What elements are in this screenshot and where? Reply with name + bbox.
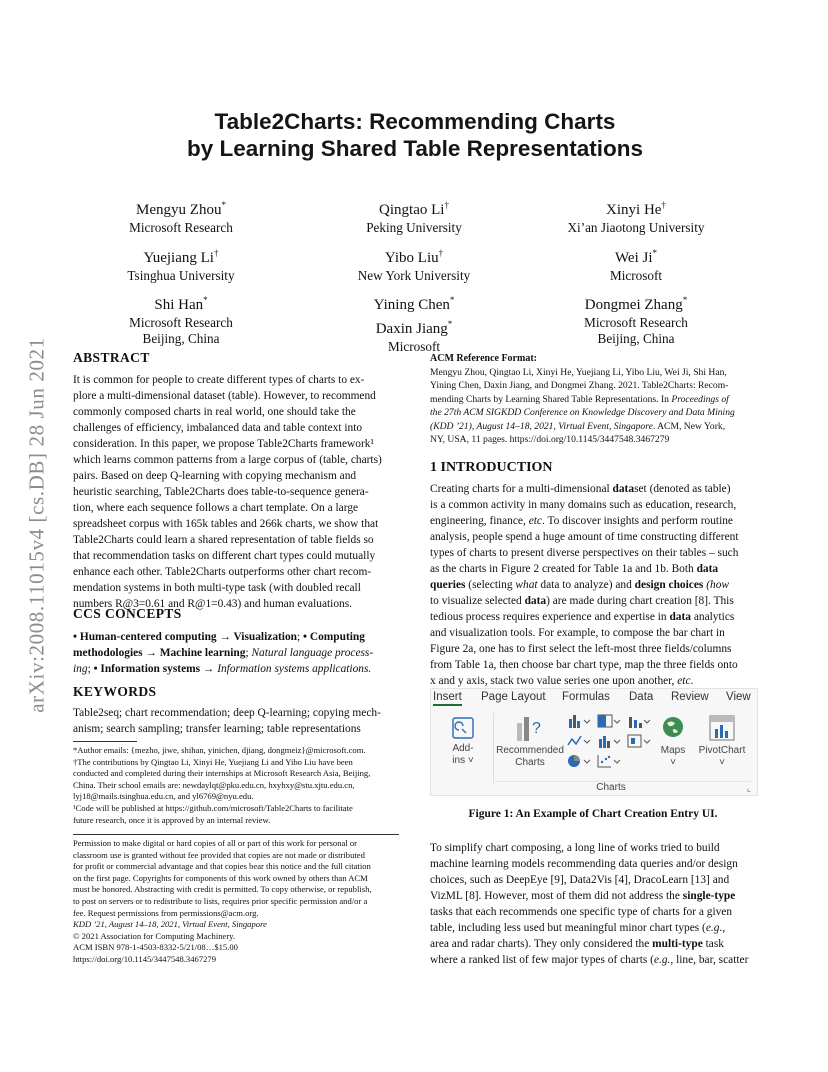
author-affiliation: Tsinghua University bbox=[127, 268, 235, 283]
author-affiliation: Xi’an Jiaotong University bbox=[567, 220, 705, 235]
pivotchart-button[interactable]: PivotChart ˅ bbox=[693, 713, 751, 777]
abstract-section bbox=[73, 349, 399, 612]
intro-line: queries (selecting what data to analyze) and design choices (how bbox=[430, 579, 729, 591]
author-name: Yibo Liu† bbox=[384, 248, 444, 266]
abstract-line: It is common for people to create different types of charts to ex- bbox=[73, 374, 365, 386]
author-name: Mengyu Zhou* bbox=[136, 200, 226, 218]
pie-chart-icon[interactable] bbox=[567, 753, 591, 769]
permission-rule bbox=[73, 834, 399, 835]
keywords-line: Table2seq; chart recommendation; deep Q-learning; copying mech- bbox=[73, 707, 381, 719]
author bbox=[521, 291, 751, 347]
author bbox=[299, 196, 529, 236]
ccs-body bbox=[73, 629, 399, 677]
charts-group-label: Charts bbox=[596, 782, 626, 793]
addins-label: Add- ins ˅ bbox=[452, 743, 474, 766]
keywords-heading: KEYWORDS bbox=[73, 684, 157, 699]
dialog-launcher-icon[interactable]: ⌞ bbox=[746, 783, 751, 793]
author bbox=[66, 244, 296, 284]
keywords-section bbox=[73, 683, 399, 737]
abstract-line: pairs. Based on deep Q-learning with copying mechanism and bbox=[73, 470, 357, 482]
intro-line: to visualize selected data) are made during chart creation [8]. This bbox=[430, 595, 734, 607]
abstract-line: commonly composed charts in real world, one should take the bbox=[73, 406, 356, 418]
author-name: Yuejiang Li† bbox=[143, 248, 219, 266]
intro-p2-line: To simplify chart composing, a long line of works tried to build bbox=[430, 842, 720, 854]
footnote-line: conducted and completed during their internships at Microsoft Research Asia, Beijing, bbox=[73, 768, 371, 779]
abstract-line: which learns common patterns from a large corpus of (table, charts) bbox=[73, 454, 382, 466]
author bbox=[66, 196, 296, 236]
author-affiliation: Peking University bbox=[366, 220, 462, 235]
abstract-line: mendation systems in both multi-type task (with doubled recall bbox=[73, 582, 361, 594]
keywords-line: anism; search sampling; transfer learning; table representations bbox=[73, 723, 361, 735]
maps-button[interactable]: Maps ˅ bbox=[653, 713, 693, 777]
ccs-heading: CCS CONCEPTS bbox=[73, 606, 182, 621]
intro-line: types of charts to present diverse perspectives on their tables – such bbox=[430, 547, 739, 559]
permission-line: KDD ’21, August 14–18, 2021, Virtual Event, Singapore bbox=[73, 919, 267, 930]
statistic-chart-icon[interactable] bbox=[627, 713, 651, 729]
footnotes bbox=[73, 745, 399, 826]
pivotchart-icon bbox=[709, 715, 735, 741]
author-name: Shi Han* bbox=[154, 295, 208, 313]
waterfall-chart-icon[interactable] bbox=[627, 733, 651, 749]
permission-line: https://doi.org/10.1145/3447548.3467279 bbox=[73, 953, 216, 964]
addins-button[interactable] bbox=[437, 713, 489, 777]
author-name: Wei Ji* bbox=[614, 248, 658, 266]
intro-line: is a common activity in many domains such as education, research, bbox=[430, 499, 737, 511]
hierarchy-chart-icon[interactable] bbox=[597, 713, 621, 729]
intro-p2-line: VizML [8]. However, most of them did not address the single-type bbox=[430, 890, 736, 902]
permission-line: © 2021 Association for Computing Machinery. bbox=[73, 930, 236, 941]
permission-line: classroom use is granted without fee provided that copies are not made or distributed bbox=[73, 849, 365, 860]
author-affiliation: Microsoft Research bbox=[129, 315, 233, 330]
intro-line: as the charts in Figure 2 created for Table 1a and 1b. Both data bbox=[430, 563, 719, 575]
tab-insert[interactable]: Insert bbox=[433, 691, 462, 706]
ribbon-divider bbox=[493, 713, 494, 785]
permission-line: Permission to make digital or hard copies of all or part of this work for personal or bbox=[73, 838, 358, 848]
intro-body bbox=[430, 481, 756, 689]
footnote-line: ¹Code will be published at https://github.com/microsoft/Table2Charts to facilitate bbox=[73, 802, 353, 813]
recommended-charts-icon bbox=[515, 715, 545, 743]
author-affiliation: Microsoft bbox=[387, 339, 440, 354]
author-affiliation: Microsoft Research bbox=[129, 220, 233, 235]
abstract-line: heuristic searching, Table2Charts does table-to-sequence genera- bbox=[73, 486, 369, 498]
recommended-charts-button[interactable]: ? Recommended Charts bbox=[495, 713, 565, 777]
title-line-1: Table2Charts: Recommending Charts bbox=[214, 109, 616, 134]
author-name: Qingtao Li† bbox=[379, 200, 449, 218]
title-line-2: by Learning Shared Table Representations bbox=[187, 136, 643, 161]
intro-line: analysis, people spend a huge amount of time constructing different bbox=[430, 531, 739, 543]
permission-line: must be honored. Abstracting with credit is permitted. To copy otherwise, or republish, bbox=[73, 884, 372, 895]
footnote-line: *Author emails: {mezho, jiwe, shihan, yinichen, djiang, dongmeiz}@microsoft.com. bbox=[73, 745, 366, 755]
intro-heading: 1 INTRODUCTION bbox=[430, 460, 553, 475]
abstract-line: plore a multi-dimensional dataset (table). However, to recommend bbox=[73, 390, 376, 402]
permission-line: on the first page. Copyrights for components of this work owned by others than ACM bbox=[73, 872, 368, 883]
pivot-chevron-icon: ˅ bbox=[719, 757, 725, 768]
intro-line: tedious process requires experience and expertise in data analytics bbox=[430, 611, 735, 623]
abstract-line: spreadsheet corpus with 165k tables and 266k charts, we show that bbox=[73, 518, 379, 530]
intro-line: from Table 1a, then choose bar chart type, map the three fields onto bbox=[430, 659, 738, 671]
intro-p2-line: machine learning models recommending data queries and/or design bbox=[430, 858, 738, 870]
intro-line: Figure 2a, one has to first select the left-most three fields/columns bbox=[430, 643, 732, 655]
keywords-body bbox=[73, 705, 399, 737]
intro-p2-line: tasks that each recommends one specific type of charts for a given bbox=[430, 906, 733, 918]
figure-1-caption: Figure 1: An Example of Chart Creation Entry UI. bbox=[468, 808, 718, 820]
author bbox=[521, 196, 751, 236]
author-name: Xinyi He† bbox=[606, 200, 666, 218]
footnote-line: China. Their school emails are: newdaylqt@pku.edu.cn, hxyhxy@stu.xjtu.edu.cn, bbox=[73, 779, 355, 790]
intro-line: Creating charts for a multi-dimensional dataset (denoted as table) bbox=[430, 483, 731, 495]
ccs-line-1: • Human-centered computing → Visualization; • Computing bbox=[73, 631, 365, 643]
tab-view[interactable]: View bbox=[726, 691, 751, 703]
intro-p2-line: table, including less used but meaningful minor chart types (e.g., bbox=[430, 922, 726, 934]
footnote-line: lyj18@mails.tsinghua.edu.cn, and yl6769@nyu.edu. bbox=[73, 791, 254, 802]
abstract-line: Table2Charts could learn a shared representation of table fields so bbox=[73, 534, 374, 546]
author bbox=[66, 291, 296, 347]
acm-ref-line: mending Charts by Learning Shared Table Representations. In Proceedings of bbox=[430, 393, 729, 405]
abstract-line: consideration. In this paper, we propose Table2Charts framework¹ bbox=[73, 438, 374, 450]
ccs-line-3: ing; • Information systems → Information systems applications. bbox=[73, 663, 372, 675]
intro-p2-line: where a ranked list of few major types of charts (e.g., line, bar, scatter bbox=[430, 954, 749, 966]
footnote-rule bbox=[73, 741, 137, 742]
acm-ref-heading: ACM Reference Format: bbox=[430, 353, 537, 364]
author bbox=[299, 244, 529, 284]
acm-ref-line: Yining Chen, Daxin Jiang, and Dongmei Zhang. 2021. Table2Charts: Recom- bbox=[430, 380, 729, 392]
intro-p2-line: choices, such as DeepEye [9], Data2Vis [4], DracoLearn [13] and bbox=[430, 874, 730, 886]
bar-chart-icon[interactable] bbox=[597, 733, 621, 749]
tab-formulas[interactable]: Formulas bbox=[562, 691, 610, 703]
author-name: Dongmei Zhang* bbox=[584, 295, 688, 313]
svg-text:?: ? bbox=[532, 720, 541, 737]
abstract-line: enhance each other. Table2Charts outperforms other chart recom- bbox=[73, 566, 372, 578]
paper-title bbox=[100, 108, 730, 162]
author-name: Yining Chen* bbox=[373, 295, 455, 313]
abstract-heading: ABSTRACT bbox=[73, 350, 150, 365]
abstract-body bbox=[73, 372, 399, 612]
permission-line: to post on servers or to redistribute to lists, requires prior specific permission and/or a bbox=[73, 895, 368, 906]
footnote-line: future research, once it is approved by an internal review. bbox=[73, 814, 271, 825]
column-chart-icon[interactable] bbox=[567, 713, 591, 729]
ccs-section bbox=[73, 605, 399, 677]
arxiv-stamp: arXiv:2008.11015v4 [cs.DB] 28 Jun 2021 bbox=[24, 337, 49, 713]
author bbox=[521, 244, 751, 284]
acm-reference bbox=[430, 352, 756, 446]
intro-line: and visualization tools. For example, to compose the bar chart in bbox=[430, 627, 725, 639]
author-name: Daxin Jiang* bbox=[375, 319, 453, 337]
author-affiliation: New York University bbox=[357, 268, 471, 283]
intro-line: x and y axis, stack two value series one upon another, etc. bbox=[430, 675, 694, 687]
abstract-line: that recommendation tasks on different chart types could mutually bbox=[73, 550, 376, 562]
acm-ref-line: (KDD ’21), August 14–18, 2021, Virtual Event, Singapore. ACM, New York, bbox=[430, 420, 726, 432]
tab-data[interactable]: Data bbox=[629, 691, 654, 703]
addins-icon bbox=[452, 717, 474, 739]
tab-page-layout[interactable]: Page Layout bbox=[481, 691, 546, 703]
intro-p2-line: area and radar charts). They only considered the multi-type task bbox=[430, 938, 724, 950]
author-affiliation: Beijing, China bbox=[142, 331, 220, 346]
author-affiliation: Beijing, China bbox=[597, 331, 675, 346]
acm-ref-line: Mengyu Zhou, Qingtao Li, Xinyi He, Yuejiang Li, Yibo Liu, Wei Ji, Shi Han, bbox=[430, 367, 727, 378]
author-affiliation: Microsoft Research bbox=[584, 315, 688, 330]
line-chart-icon[interactable] bbox=[567, 733, 591, 749]
acm-ref-line: NY, USA, 11 pages. https://doi.org/10.1145/3447548.3467279 bbox=[430, 434, 670, 446]
intro-paragraph-2 bbox=[430, 840, 756, 968]
ribbon-tabs bbox=[431, 690, 757, 708]
abstract-line: numbers R@3=0.61 and R@1=0.43) and human evaluations. bbox=[73, 598, 353, 610]
abstract-line: challenges of efficiency, imbalanced data and table context into bbox=[73, 422, 363, 434]
excel-ribbon-figure bbox=[430, 688, 758, 796]
globe-icon bbox=[661, 715, 685, 739]
acm-ref-line: the 27th ACM SIGKDD Conference on Knowledge Discovery and Data Mining bbox=[430, 407, 735, 419]
maps-chevron-icon: ˅ bbox=[670, 757, 676, 768]
ccs-line-2: methodologies → Machine learning; Natural language process- bbox=[73, 647, 374, 659]
introduction-section bbox=[430, 459, 756, 689]
permission-block bbox=[73, 838, 399, 966]
author bbox=[299, 291, 529, 355]
footnote-line: †The contributions by Qingtao Li, Xinyi He, Yuejiang Li and Yibo Liu have been bbox=[73, 756, 353, 767]
acm-ref-body bbox=[430, 366, 756, 446]
intro-line: engineering, finance, etc. To discover insights and perform routine bbox=[430, 515, 733, 527]
tab-review[interactable]: Review bbox=[671, 691, 709, 703]
permission-line: fee. Request permissions from permissions@acm.org. bbox=[73, 907, 259, 918]
chart-type-grid bbox=[567, 713, 657, 773]
author-affiliation: Microsoft bbox=[609, 268, 662, 283]
permission-line: for profit or commercial advantage and that copies bear this notice and the full citation bbox=[73, 861, 371, 872]
abstract-line: tion, where each sequence follows a chart template. On a large bbox=[73, 502, 359, 514]
permission-line: ACM ISBN 978-1-4503-8332-5/21/08…$15.00 bbox=[73, 942, 238, 953]
scatter-chart-icon[interactable] bbox=[597, 753, 621, 769]
